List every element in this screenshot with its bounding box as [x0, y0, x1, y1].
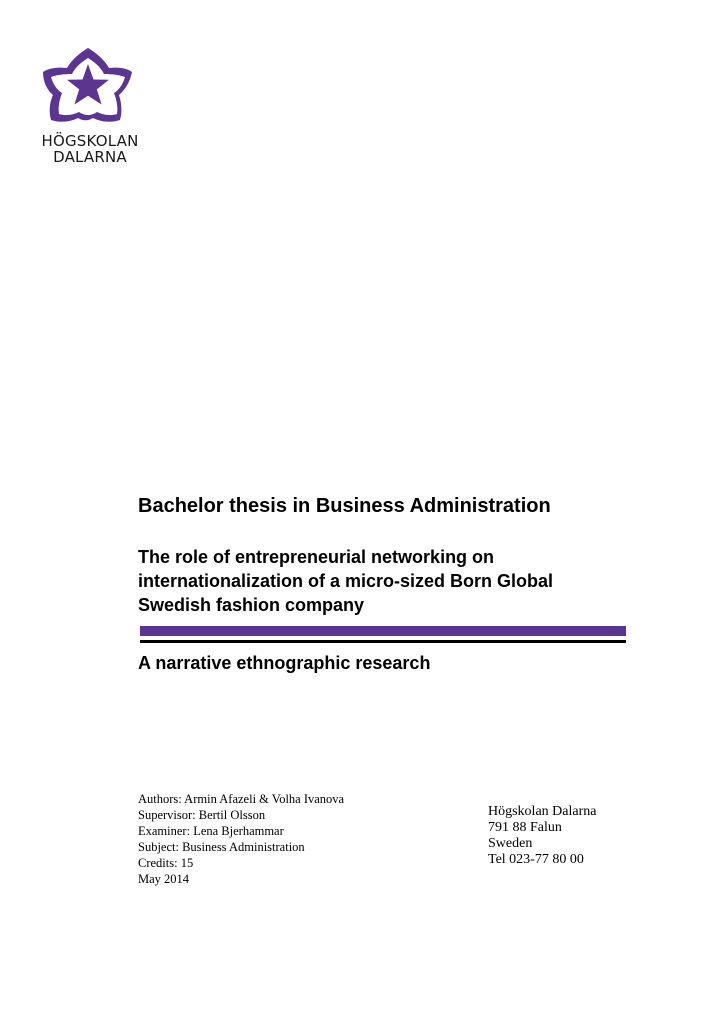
thesis-title: Bachelor thesis in Business Administration: [138, 495, 551, 517]
thesis-subtitle: [138, 545, 628, 617]
research-type: A narrative ethnographic research: [138, 653, 431, 673]
address-name: Högskolan Dalarna: [488, 804, 597, 819]
examiner-line: Examiner: Lena Bjerhammar: [138, 824, 284, 838]
purple-divider: [140, 626, 626, 636]
subject-line: Subject: Business Administration: [138, 840, 305, 854]
address-country: Sweden: [488, 836, 533, 851]
credits-line: Credits: 15: [138, 856, 194, 870]
university-logo: [32, 46, 148, 170]
logo-line-2: DALARNA: [53, 148, 127, 166]
address-phone: Tel 023-77 80 00: [488, 852, 584, 867]
university-address: [488, 804, 596, 868]
thesis-metadata: [138, 791, 344, 887]
star-flower-logo-icon: [43, 46, 133, 126]
black-divider: [140, 640, 626, 643]
supervisor-line: Supervisor: Bertil Olsson: [138, 808, 266, 822]
logo-line-1: HÖGSKOLAN: [41, 132, 139, 150]
address-postal: 791 88 Falun: [488, 820, 562, 835]
date-line: May 2014: [138, 872, 190, 886]
subtitle-line-1: The role of entrepreneurial networking on: [138, 547, 495, 567]
subtitle-line-3: Swedish fashion company: [138, 595, 365, 615]
logo-wordmark: [32, 133, 148, 165]
authors-line: Authors: Armin Afazeli & Volha Ivanova: [138, 792, 345, 806]
subtitle-line-2: internationalization of a micro-sized Born Global: [138, 571, 554, 591]
